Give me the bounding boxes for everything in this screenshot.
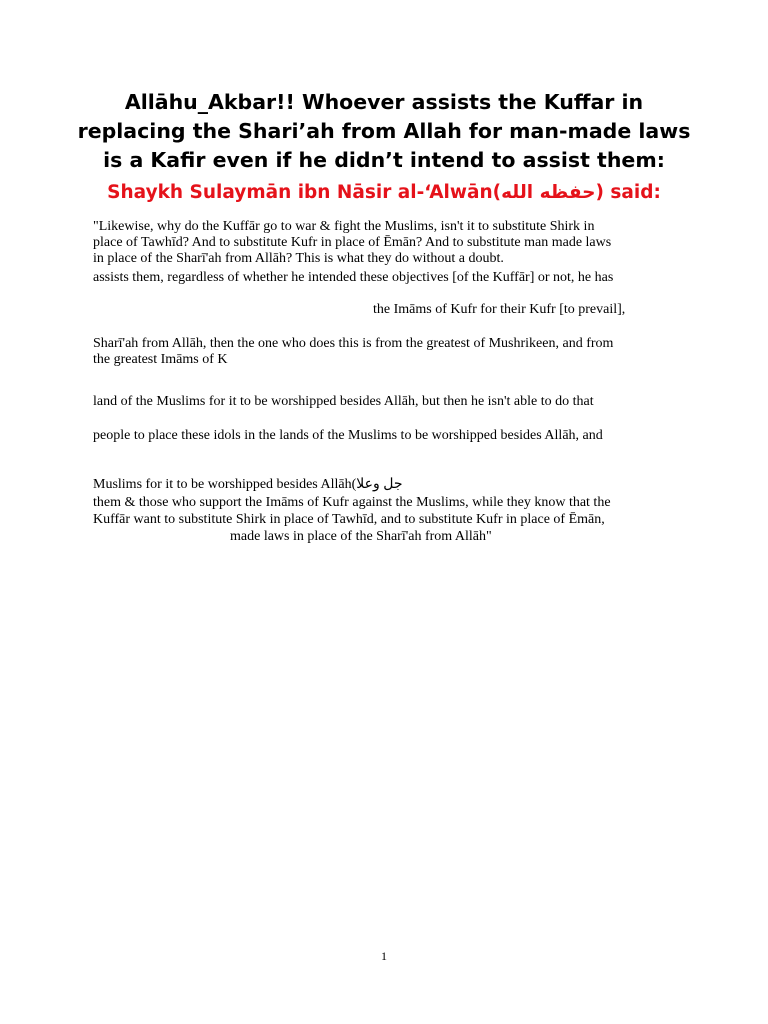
document-title	[60, 88, 708, 175]
body-line-10: Muslims for it to be worshipped besides Allāh(جل وعلا	[93, 477, 403, 492]
body-line-5: the Imāms of Kufr for their Kufr [to prevail],	[373, 302, 626, 317]
speaker-heading: Shaykh Sulaymān ibn Nāsir al-‘Alwān(حفظه الله) said:	[107, 182, 661, 203]
body-line-2: place of Tawhīd? And to substitute Kufr in place of Ēmān? And to substitute man made laws	[93, 235, 612, 250]
body-line-8: land of the Muslims for it to be worshipped besides Allāh, but then he isn't able to do that	[93, 394, 594, 409]
body-line-11: them & those who support the Imāms of Kufr against the Muslims, while they know that the	[93, 495, 611, 510]
body-line-13: made laws in place of the Sharī'ah from Allāh"	[230, 529, 492, 544]
body-line-1: "Likewise, why do the Kuffār go to war & fight the Muslims, isn't it to substitute Shirk in	[93, 219, 595, 234]
page-number: 1	[381, 949, 387, 963]
title-line-3: is a Kafir even if he didn’t intend to assist them:	[103, 148, 665, 172]
title-line-2: replacing the Shari’ah from Allah for man-made laws	[77, 119, 691, 143]
body-line-12: Kuffār want to substitute Shirk in place of Tawhīd, and to substitute Kufr in place of Ēmān,	[93, 512, 605, 527]
body-line-4: assists them, regardless of whether he intended these objectives [of the Kuffār] or not, he has	[93, 270, 614, 285]
body-line-3: in place of the Sharī'ah from Allāh? This is what they do without a doubt.	[93, 251, 504, 266]
title-line-1: Allāhu_Akbar!! Whoever assists the Kuffar in	[124, 90, 644, 114]
body-line-9: people to place these idols in the lands of the Muslims to be worshipped besides Allāh, and	[93, 428, 603, 443]
body-line-6: Sharī'ah from Allāh, then the one who does this is from the greatest of Mushrikeen, and from	[93, 336, 614, 351]
body-line-7: the greatest Imāms of K	[93, 352, 228, 367]
